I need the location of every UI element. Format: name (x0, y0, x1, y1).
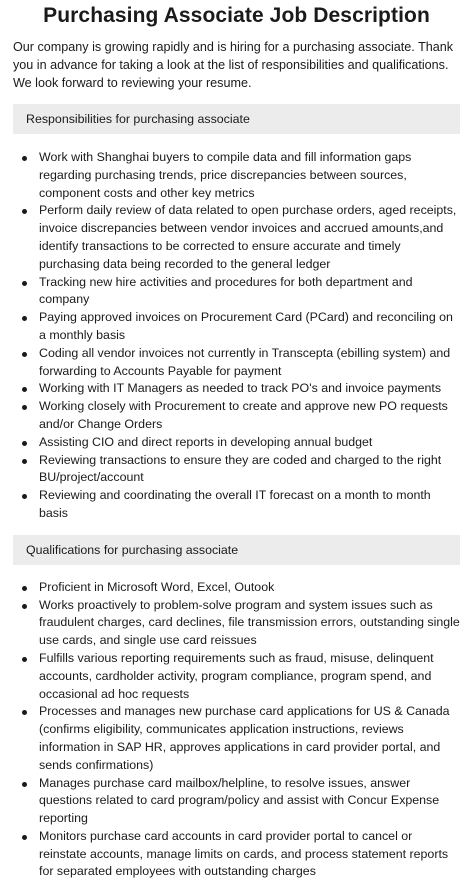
page-title: Purchasing Associate Job Description (43, 4, 430, 27)
list-item: Work with Shanghai buyers to compile data and fill information gaps regarding purchasing trends, price discrepancies between sources, component costs and other key metrics (39, 149, 460, 202)
list-item: Paying approved invoices on Procurement Card (PCard) and reconciling on a monthly basis (39, 309, 460, 345)
list-item: Monitors purchase card accounts in card provider portal to cancel or reinstate accounts, manage limits on cards, and process statement reports for separated employees with outstanding charges (39, 828, 460, 881)
qualifications-heading: Qualifications for purchasing associate (13, 535, 460, 565)
intro-paragraph: Our company is growing rapidly and is hiring for a purchasing associate. Thank you in advance for taking a look at the list of responsibilities and qualifications. We look forward to reviewing your resume. (13, 40, 454, 90)
list-item: Tracking new hire activities and procedures for both department and company (39, 274, 460, 310)
list-item: Reviewing and coordinating the overall IT forecast on a month to month basis (39, 487, 460, 523)
qualifications-list (13, 579, 460, 881)
list-item: Processes and manages new purchase card applications for US & Canada (confirms eligibility, communicates application instructions, reviews information in SAP HR, approves applications in card provider portal, and sends confirmations) (39, 703, 460, 774)
responsibilities-heading: Responsibilities for purchasing associate (13, 104, 460, 134)
list-item: Working with IT Managers as needed to track PO's and invoice payments (39, 380, 460, 398)
list-item: Assisting CIO and direct reports in developing annual budget (39, 434, 460, 452)
responsibilities-list (13, 149, 460, 523)
list-item: Perform daily review of data related to open purchase orders, aged receipts, invoice discrepancies between vendor invoices and accrued amounts,and identify transactions to be corrected to ensure accurate and timely purchasing data being recorded to the general ledger (39, 202, 460, 273)
list-item: Coding all vendor invoices not currently in Transcepta (ebilling system) and forwarding to Accounts Payable for payment (39, 345, 460, 381)
list-item: Manages purchase card mailbox/helpline, to resolve issues, answer questions related to card program/policy and assist with Concur Expense reporting (39, 775, 460, 828)
list-item: Works proactively to problem-solve program and system issues such as fraudulent charges, card declines, file transmission errors, outstanding single use cards, and single use card reissues (39, 597, 460, 650)
list-item: Working closely with Procurement to create and approve new PO requests and/or Change Orders (39, 398, 460, 434)
list-item: Proficient in Microsoft Word, Excel, Outook (39, 579, 460, 597)
list-item: Reviewing transactions to ensure they are coded and charged to the right BU/project/account (39, 452, 460, 488)
list-item: Fulfills various reporting requirements such as fraud, misuse, delinquent accounts, cardholder activity, program compliance, program spend, and occasional ad hoc requests (39, 650, 460, 703)
